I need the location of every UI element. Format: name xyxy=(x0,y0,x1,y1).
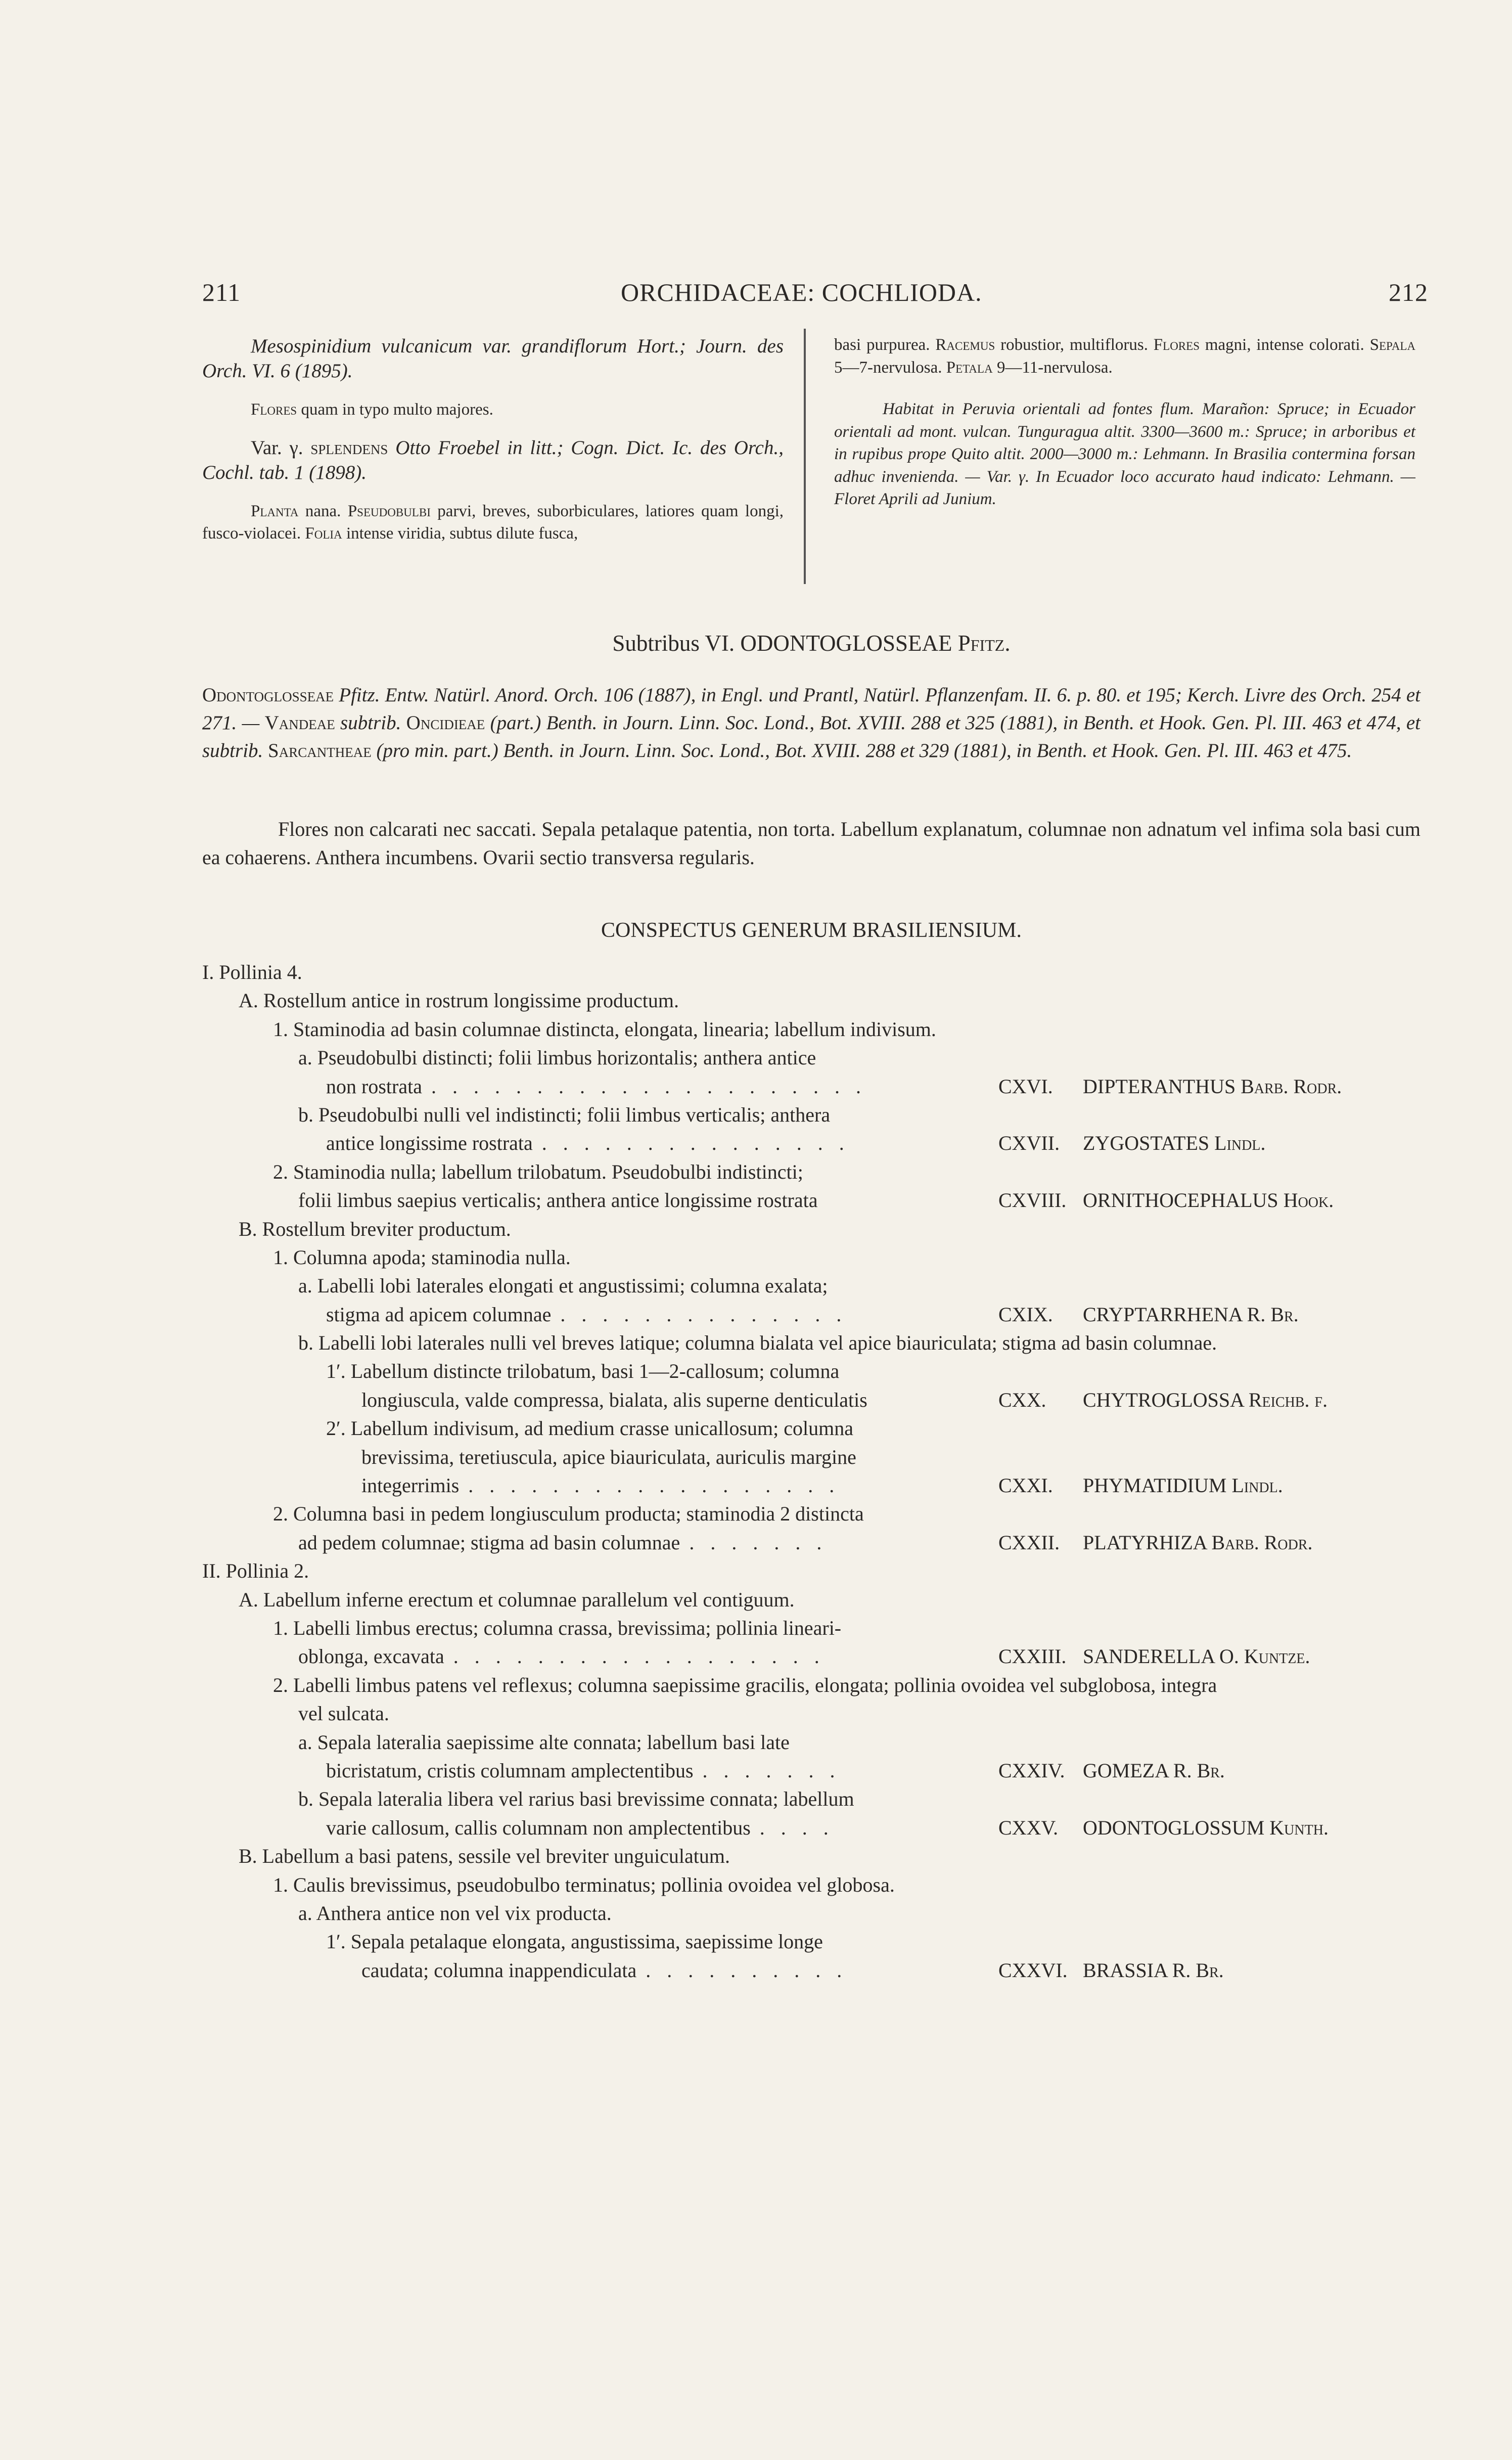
key-leader-dots: . . . . . . . . . . . . . . xyxy=(560,1303,847,1326)
genus-name xyxy=(1083,1386,1327,1414)
key-row xyxy=(202,1471,1456,1500)
subtribus-synonymy: Odontoglosseae Pfitz. Entw. Natürl. Anord. Orch. 106 (1887), in Engl. und Prantl, Natürl. Pflanzenfam. II. 6. p. 80. et 195; Kerch. Livre des Orch. 254 et 271. — Vandeae subtrib. Oncidieae (part.) Benth. in Journ. Linn. Soc. Lond., Bot. XVIII. 288 et 325 (1881), in Benth. et Hook. Gen. Pl. III. 463 et 474, et subtrib. Sarcantheae (pro min. part.) Benth. in Journ. Linn. Soc. Lond., Bot. XVIII. 288 et 329 (1881), in Benth. et Hook. Gen. Pl. III. 463 et 475. xyxy=(202,684,1421,762)
key-row xyxy=(202,987,1456,1015)
genus-name-text: SANDERELLA xyxy=(1083,1645,1219,1668)
key-leader-dots: . . . . . . . . . . . . . . . . . . xyxy=(453,1645,825,1668)
running-title: ORCHIDACEAE: COCHLIODA. xyxy=(621,278,982,306)
genus-name-text: ODONTOGLOSSUM xyxy=(1083,1816,1270,1839)
key-row xyxy=(202,1357,1456,1385)
key-row xyxy=(202,1500,1456,1528)
genus-author: Hook. xyxy=(1283,1189,1334,1212)
subtribus-heading: Subtribus VI. ODONTOGLOSSEAE Pfitz. xyxy=(612,631,1011,656)
key-text: 2. Staminodia nulla; labellum trilobatum. Pseudobulbi indistincti; xyxy=(273,1160,803,1183)
key-row xyxy=(202,1956,1456,1985)
key-row xyxy=(202,1557,1456,1585)
key-text: 1. Caulis brevissimus, pseudobulbo terminatus; pollinia ovoidea vel globosa. xyxy=(273,1873,895,1896)
key-text: vel sulcata. xyxy=(298,1702,389,1725)
genus-author: R. Br. xyxy=(1172,1958,1224,1982)
genus-number: CXXI. xyxy=(998,1474,1053,1497)
key-text: varie callosum, callis columnam non amplectentibus . . . . xyxy=(326,1816,834,1839)
genus-author: Lindl. xyxy=(1231,1474,1283,1497)
genus-name xyxy=(1083,1529,1313,1557)
key-text: ad pedem columnae; stigma ad basin columnae . . . . . . . xyxy=(298,1531,828,1554)
habitat-paragraph: Habitat in Peruvia orientali ad fontes flum. Marañon: Spruce; in Ecuador orientali ad mont. vulcan. Tunguragua altit. 3300—3600 m.: Spruce; in arboribus et in rupibus prope Quito altit. 2000—3000 m.: Lehmann. In Brasilia contermina forsan adhuc invenienda. — Var. γ. In Ecuador loco accurato haud indicato: Lehmann. — Floret Aprili ad Junium. xyxy=(834,400,1415,508)
key-text: longiuscula, valde compressa, bialata, alis superne denticulatis xyxy=(361,1388,867,1411)
key-text: brevissima, teretiuscula, apice biauriculata, auriculis margine xyxy=(361,1445,856,1468)
key-row xyxy=(202,1871,1456,1899)
key-row xyxy=(202,1443,1456,1471)
genus-name-text: ORNITHOCEPHALUS xyxy=(1083,1189,1284,1212)
key-row xyxy=(202,1814,1456,1842)
key-text: I. Pollinia 4. xyxy=(202,961,302,983)
page-number-left: 211 xyxy=(202,278,241,306)
key-row xyxy=(202,1529,1456,1557)
key-text: B. Labellum a basi patens, sessile vel breviter unguiculatum. xyxy=(239,1845,730,1868)
key-row xyxy=(202,1044,1456,1072)
page-number-right: 212 xyxy=(1389,278,1428,306)
subtribus-description: Flores non calcarati nec saccati. Sepala petalaque patentia, non torta. Labellum explanatum, columnae non adnatum vel infima sola basi cum ea cohaerens. Anthera incumbens. Ovarii sectio transversa regularis. xyxy=(202,818,1421,869)
genus-author: Barb. Rodr. xyxy=(1241,1075,1342,1098)
genus-number: CXVI. xyxy=(998,1075,1053,1098)
genus-number: CXIX. xyxy=(998,1303,1053,1326)
genus-name xyxy=(1083,1956,1224,1985)
key-row xyxy=(202,1671,1456,1699)
key-row xyxy=(202,1272,1456,1300)
genus-name-text: PLATYRHIZA xyxy=(1083,1531,1212,1554)
genus-name xyxy=(1083,1471,1283,1500)
key-text: folii limbus saepius verticalis; anthera antice longissime rostrata xyxy=(298,1189,818,1212)
key-text: 1′. Sepala petalaque elongata, angustissima, saepissime longe xyxy=(326,1930,823,1953)
key-row xyxy=(202,1329,1456,1357)
key-row xyxy=(202,1301,1456,1329)
key-text: a. Sepala lateralia saepissime alte connata; labellum basi late xyxy=(298,1730,790,1754)
genus-name xyxy=(1083,1072,1342,1101)
genus-author: Reichb. f. xyxy=(1248,1388,1328,1411)
key-text: 2. Columna basi in pedem longiusculum producta; staminodia 2 distincta xyxy=(273,1502,864,1526)
key-row xyxy=(202,1215,1456,1243)
key-row xyxy=(202,1614,1456,1642)
key-text: 1. Staminodia ad basin columnae distincta, elongata, linearia; labellum indivisum. xyxy=(273,1017,936,1041)
conspectus-heading: CONSPECTUS GENERUM BRASILIENSIUM. xyxy=(601,919,1022,942)
key-leader-dots: . . . . . . . . . . . . . . . xyxy=(541,1132,850,1155)
genus-name xyxy=(1083,1757,1225,1785)
key-text: b. Pseudobulbi nulli vel indistincti; folii limbus verticalis; anthera xyxy=(298,1103,831,1126)
genus-number: CXX. xyxy=(998,1388,1046,1411)
genus-author: Barb. Rodr. xyxy=(1211,1531,1313,1554)
flores-note: Flores quam in typo multo majores. xyxy=(251,400,493,419)
genus-number: CXXVI. xyxy=(998,1958,1068,1982)
key-row xyxy=(202,1129,1456,1157)
key-text: b. Labelli lobi laterales nulli vel breves latique; columna bialata vel apice biauriculata; stigma ad basin columnae. xyxy=(298,1331,1217,1355)
key-text: stigma ad apicem columnae . . . . . . . . . . . . . . xyxy=(326,1303,847,1326)
key-row xyxy=(202,1699,1456,1728)
synonym-citation: Mesospinidium vulcanicum var. grandiflorum Hort.; Journ. des Orch. VI. 6 (1895). xyxy=(202,335,784,382)
key-row xyxy=(202,1842,1456,1870)
key-row xyxy=(202,1414,1456,1443)
genus-name-text: PHYMATIDIUM xyxy=(1083,1474,1232,1497)
key-leader-dots: . . . . xyxy=(759,1816,834,1839)
key-leader-dots: . . . . . . . . . . . . . . . . . . xyxy=(468,1474,840,1497)
genus-name xyxy=(1083,1129,1265,1157)
key-text: oblonga, excavata . . . . . . . . . . . . . . . . . . xyxy=(298,1645,825,1668)
genus-name xyxy=(1083,1814,1328,1842)
key-text: II. Pollinia 2. xyxy=(202,1559,309,1583)
genus-number: CXXIV. xyxy=(998,1759,1065,1782)
key-text: A. Rostellum antice in rostrum longissime productum. xyxy=(239,989,679,1012)
key-text: 2′. Labellum indivisum, ad medium crasse unicallosum; columna xyxy=(326,1417,853,1440)
key-row xyxy=(202,1728,1456,1757)
genus-name xyxy=(1083,1642,1310,1671)
genus-name-text: DIPTERANTHUS xyxy=(1083,1075,1241,1098)
genus-name-text: ZYGOSTATES xyxy=(1083,1132,1215,1155)
key-text: non rostrata . . . . . . . . . . . . . . . . . . . . . xyxy=(326,1075,866,1098)
key-leader-dots: . . . . . . . xyxy=(702,1759,841,1782)
variety-gamma: Var. γ. splendens Otto Froebel in litt.; Cogn. Dict. Ic. des Orch., Cochl. tab. 1 (1898). xyxy=(202,436,784,483)
key-row xyxy=(202,1899,1456,1928)
key-row xyxy=(202,1015,1456,1044)
key-row xyxy=(202,1757,1456,1785)
genus-name xyxy=(1083,1186,1334,1215)
key-text: bicristatum, cristis columnam amplectentibus . . . . . . . xyxy=(326,1759,841,1782)
key-row xyxy=(202,958,1456,987)
genus-name-text: CHYTROGLOSSA xyxy=(1083,1388,1249,1411)
genus-name-text: BRASSIA xyxy=(1083,1958,1172,1982)
key-leader-dots: . . . . . . . . . . xyxy=(646,1958,848,1982)
key-text: A. Labellum inferne erectum et columnae parallelum vel contiguum. xyxy=(239,1588,795,1611)
key-row xyxy=(202,1072,1456,1101)
genus-number: CXXII. xyxy=(998,1531,1060,1554)
key-row xyxy=(202,1386,1456,1414)
key-row xyxy=(202,1101,1456,1129)
genus-author: R. Br. xyxy=(1247,1303,1299,1326)
key-row xyxy=(202,1186,1456,1215)
key-text: integerrimis . . . . . . . . . . . . . . . . . . xyxy=(361,1474,840,1497)
identification-key xyxy=(202,958,1456,1985)
key-row xyxy=(202,1928,1456,1956)
genus-name-text: CRYPTARRHENA xyxy=(1083,1303,1247,1326)
racemus-description: basi purpurea. Racemus robustior, multiflorus. Flores magni, intense colorati. Sepala 5—7-nervulosa. Petala 9—11-nervulosa. xyxy=(834,336,1415,377)
genus-author: Kunth. xyxy=(1269,1816,1328,1839)
genus-number: CXXV. xyxy=(998,1816,1059,1839)
key-leader-dots: . . . . . . . xyxy=(689,1531,828,1554)
genus-number: CXVII. xyxy=(998,1132,1060,1155)
genus-number: CXVIII. xyxy=(998,1189,1067,1212)
key-leader-dots: . . . . . . . . . . . . . . . . . . . . . xyxy=(431,1075,866,1098)
key-text: 1. Labelli limbus erectus; columna crassa, brevissima; pollinia lineari- xyxy=(273,1616,842,1639)
key-row xyxy=(202,1243,1456,1272)
key-text: 2. Labelli limbus patens vel reflexus; columna saepissime gracilis, elongata; pollinia ovoidea vel subglobosa, integra xyxy=(273,1673,1217,1696)
genus-author: O. Kuntze. xyxy=(1219,1645,1310,1668)
genus-author: Lindl. xyxy=(1214,1132,1266,1155)
key-text: 1. Columna apoda; staminodia nulla. xyxy=(273,1245,571,1269)
key-text: antice longissime rostrata . . . . . . . . . . . . . . . xyxy=(326,1132,850,1155)
key-text: B. Rostellum breviter productum. xyxy=(239,1217,511,1240)
key-row xyxy=(202,1785,1456,1813)
key-text: b. Sepala lateralia libera vel rarius basi brevissime connata; labellum xyxy=(298,1787,854,1811)
genus-name-text: GOMEZA xyxy=(1083,1759,1173,1782)
right-column xyxy=(834,334,1415,511)
key-text: a. Pseudobulbi distincti; folii limbus horizontalis; anthera antice xyxy=(298,1046,816,1069)
key-row xyxy=(202,1158,1456,1186)
genus-name xyxy=(1083,1301,1299,1329)
key-text: a. Labelli lobi laterales elongati et angustissimi; columna exalata; xyxy=(298,1274,828,1298)
column-divider xyxy=(804,329,806,584)
left-column xyxy=(202,334,784,545)
key-row xyxy=(202,1642,1456,1671)
key-text: 1′. Labellum distincte trilobatum, basi 1—2-callosum; columna xyxy=(326,1360,840,1383)
key-text: caudata; columna inappendiculata . . . . . . . . . . xyxy=(361,1958,848,1982)
key-text: a. Anthera antice non vel vix producta. xyxy=(298,1901,612,1925)
genus-number: CXXIII. xyxy=(998,1645,1067,1668)
genus-author: R. Br. xyxy=(1173,1759,1225,1782)
key-row xyxy=(202,1586,1456,1614)
planta-description: Planta nana. Pseudobulbi parvi, breves, suborbiculares, latiores quam longi, fusco-violacei. Folia intense viridia, subtus dilute fusca, xyxy=(202,502,784,543)
